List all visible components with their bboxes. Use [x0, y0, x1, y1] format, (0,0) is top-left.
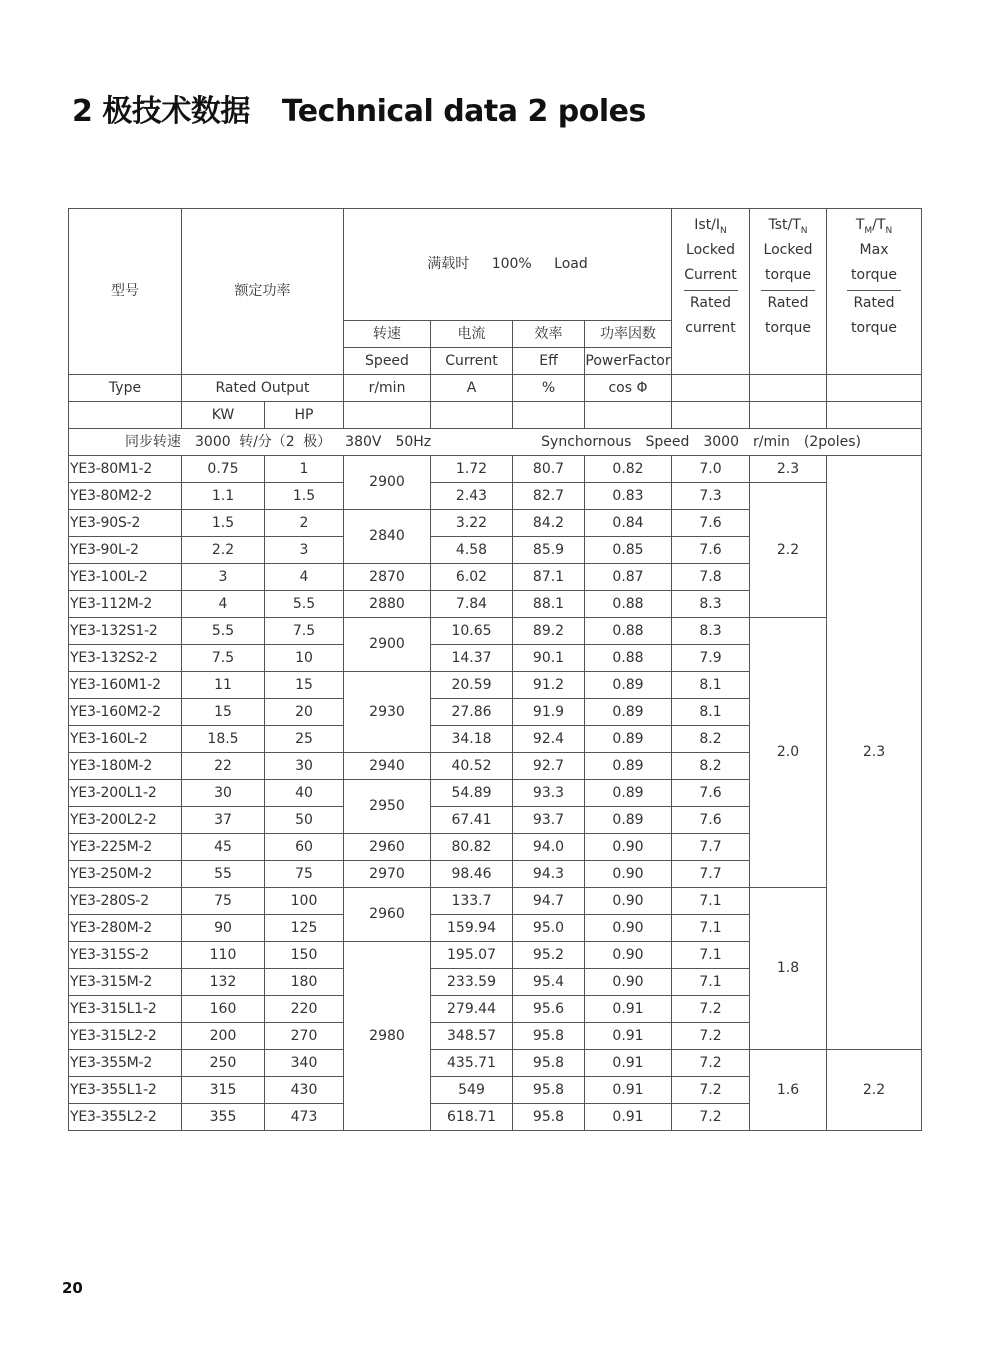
cell-speed: 2940 [344, 753, 431, 780]
cell-current: 67.41 [431, 807, 513, 834]
cell-hp: 30 [265, 753, 344, 780]
cell-type: YE3-280M-2 [69, 915, 182, 942]
cell-power-factor: 0.90 [585, 915, 672, 942]
cell-kw: 30 [182, 780, 265, 807]
cell-eff: 84.2 [513, 510, 585, 537]
cell-eff: 87.1 [513, 564, 585, 591]
cell-type: YE3-355M-2 [69, 1050, 182, 1077]
cell-locked-current: 7.7 [672, 861, 750, 888]
cell-eff: 94.7 [513, 888, 585, 915]
cell-type: YE3-355L2-2 [69, 1104, 182, 1131]
cell-eff: 95.2 [513, 942, 585, 969]
locked-torque-l2: torque [765, 267, 811, 283]
cell-power-factor: 0.88 [585, 591, 672, 618]
empty-cell [750, 402, 827, 429]
cell-speed: 2930 [344, 672, 431, 753]
max-torque-l4: torque [851, 320, 897, 336]
cell-locked-current: 7.2 [672, 996, 750, 1023]
cell-kw: 4 [182, 591, 265, 618]
cell-type: YE3-112M-2 [69, 591, 182, 618]
header-speed-unit: r/min [344, 375, 431, 402]
cell-kw: 22 [182, 753, 265, 780]
cell-kw: 11 [182, 672, 265, 699]
empty-cell [827, 402, 922, 429]
cell-hp: 1 [265, 456, 344, 483]
cell-locked-current: 7.9 [672, 645, 750, 672]
cell-type: YE3-90L-2 [69, 537, 182, 564]
cell-current: 34.18 [431, 726, 513, 753]
cell-power-factor: 0.85 [585, 537, 672, 564]
max-torque-l2: torque [851, 267, 897, 283]
cell-current: 2.43 [431, 483, 513, 510]
cell-type: YE3-160M2-2 [69, 699, 182, 726]
cell-eff: 94.3 [513, 861, 585, 888]
synchronous-speed-line: 同步转速 3000 转/分（2 极） 380V 50Hz Synchornous Speed 3000 r/min (2poles) [69, 429, 922, 456]
cell-kw: 110 [182, 942, 265, 969]
cell-current: 133.7 [431, 888, 513, 915]
cell-locked-torque: 2.2 [750, 483, 827, 618]
cell-locked-current: 8.1 [672, 672, 750, 699]
header-current-en: Current [431, 348, 513, 375]
cell-type: YE3-160L-2 [69, 726, 182, 753]
locked-torque-symbol: Tst/$T_N$ [768, 217, 808, 236]
cell-kw: 1.5 [182, 510, 265, 537]
cell-power-factor: 0.88 [585, 618, 672, 645]
cell-type: YE3-80M2-2 [69, 483, 182, 510]
cell-hp: 60 [265, 834, 344, 861]
cell-kw: 160 [182, 996, 265, 1023]
cell-hp: 25 [265, 726, 344, 753]
empty-cell [344, 402, 431, 429]
cell-power-factor: 0.83 [585, 483, 672, 510]
locked-current-l4: current [685, 320, 736, 336]
header-kw: KW [182, 402, 265, 429]
cell-locked-current: 7.1 [672, 969, 750, 996]
empty-cell [827, 375, 922, 402]
cell-kw: 75 [182, 888, 265, 915]
table-row [69, 456, 922, 483]
cell-locked-torque: 1.8 [750, 888, 827, 1050]
table-row [69, 618, 922, 645]
header-eff-en: Eff [513, 348, 585, 375]
cell-kw: 250 [182, 1050, 265, 1077]
empty-cell [431, 402, 513, 429]
empty-cell [750, 375, 827, 402]
cell-locked-current: 7.3 [672, 483, 750, 510]
locked-torque-l1: Locked [763, 242, 813, 258]
cell-type: YE3-355L1-2 [69, 1077, 182, 1104]
header-eff-zh: 效率 [513, 321, 585, 348]
cell-current: 80.82 [431, 834, 513, 861]
cell-kw: 45 [182, 834, 265, 861]
page-title-zh: 2 极技术数据 [72, 94, 250, 129]
cell-hp: 2 [265, 510, 344, 537]
cell-eff: 95.0 [513, 915, 585, 942]
cell-eff: 82.7 [513, 483, 585, 510]
cell-power-factor: 0.91 [585, 1077, 672, 1104]
cell-eff: 94.0 [513, 834, 585, 861]
cell-power-factor: 0.90 [585, 942, 672, 969]
cell-current: 14.37 [431, 645, 513, 672]
locked-current-l3: Rated [690, 295, 732, 311]
cell-kw: 90 [182, 915, 265, 942]
cell-kw: 3 [182, 564, 265, 591]
max-torque-l3: Rated [853, 295, 895, 311]
cell-power-factor: 0.82 [585, 456, 672, 483]
cell-current: 435.71 [431, 1050, 513, 1077]
cell-eff: 80.7 [513, 456, 585, 483]
cell-current: 159.94 [431, 915, 513, 942]
max-torque-symbol: $T_M/T_N$ [855, 217, 893, 236]
cell-type: YE3-315M-2 [69, 969, 182, 996]
cell-power-factor: 0.89 [585, 699, 672, 726]
cell-speed: 2960 [344, 888, 431, 942]
cell-locked-current: 7.1 [672, 942, 750, 969]
cell-current: 195.07 [431, 942, 513, 969]
cell-current: 618.71 [431, 1104, 513, 1131]
cell-locked-current: 7.2 [672, 1023, 750, 1050]
cell-hp: 40 [265, 780, 344, 807]
header-locked-current [672, 209, 750, 375]
cell-eff: 93.3 [513, 780, 585, 807]
cell-kw: 55 [182, 861, 265, 888]
cell-eff: 88.1 [513, 591, 585, 618]
cell-locked-current: 8.2 [672, 753, 750, 780]
cell-eff: 90.1 [513, 645, 585, 672]
cell-type: YE3-132S2-2 [69, 645, 182, 672]
technical-data-table [68, 208, 922, 1131]
locked-torque-l4: torque [765, 320, 811, 336]
header-pf-en: PowerFactor [585, 348, 672, 375]
cell-type: YE3-200L1-2 [69, 780, 182, 807]
cell-locked-current: 7.0 [672, 456, 750, 483]
cell-kw: 15 [182, 699, 265, 726]
cell-eff: 95.6 [513, 996, 585, 1023]
locked-current-l1: Locked [686, 242, 735, 258]
table-row [69, 888, 922, 915]
cell-hp: 10 [265, 645, 344, 672]
page-title [72, 86, 646, 130]
cell-locked-current: 8.3 [672, 591, 750, 618]
cell-locked-torque: 2.3 [750, 456, 827, 483]
cell-eff: 95.8 [513, 1077, 585, 1104]
cell-speed: 2970 [344, 861, 431, 888]
cell-kw: 200 [182, 1023, 265, 1050]
cell-hp: 473 [265, 1104, 344, 1131]
cell-speed: 2880 [344, 591, 431, 618]
cell-current: 27.86 [431, 699, 513, 726]
cell-eff: 91.2 [513, 672, 585, 699]
cell-current: 40.52 [431, 753, 513, 780]
cell-type: YE3-132S1-2 [69, 618, 182, 645]
cell-power-factor: 0.89 [585, 780, 672, 807]
cell-locked-current: 7.6 [672, 807, 750, 834]
cell-speed: 2950 [344, 780, 431, 834]
cell-hp: 50 [265, 807, 344, 834]
empty-cell [672, 402, 750, 429]
header-pf-unit: cos Φ [585, 375, 672, 402]
cell-type: YE3-250M-2 [69, 861, 182, 888]
page-number: 20 [62, 1279, 83, 1297]
cell-current: 348.57 [431, 1023, 513, 1050]
cell-eff: 89.2 [513, 618, 585, 645]
cell-speed: 2980 [344, 942, 431, 1131]
cell-type: YE3-100L-2 [69, 564, 182, 591]
cell-eff: 85.9 [513, 537, 585, 564]
empty-cell [672, 375, 750, 402]
cell-power-factor: 0.84 [585, 510, 672, 537]
cell-current: 549 [431, 1077, 513, 1104]
header-speed-zh: 转速 [344, 321, 431, 348]
cell-max-torque: 2.3 [827, 456, 922, 1050]
cell-eff: 95.8 [513, 1104, 585, 1131]
cell-kw: 355 [182, 1104, 265, 1131]
cell-power-factor: 0.90 [585, 969, 672, 996]
cell-locked-current: 7.2 [672, 1050, 750, 1077]
cell-current: 7.84 [431, 591, 513, 618]
cell-hp: 5.5 [265, 591, 344, 618]
cell-locked-current: 7.1 [672, 888, 750, 915]
cell-speed: 2900 [344, 618, 431, 672]
cell-kw: 0.75 [182, 456, 265, 483]
locked-torque-l3: Rated [767, 295, 809, 311]
cell-type: YE3-80M1-2 [69, 456, 182, 483]
cell-eff: 92.7 [513, 753, 585, 780]
cell-eff: 91.9 [513, 699, 585, 726]
cell-locked-torque: 2.0 [750, 618, 827, 888]
cell-hp: 20 [265, 699, 344, 726]
header-speed-en: Speed [344, 348, 431, 375]
header-eff-unit: % [513, 375, 585, 402]
cell-hp: 220 [265, 996, 344, 1023]
cell-kw: 37 [182, 807, 265, 834]
cell-power-factor: 0.90 [585, 888, 672, 915]
cell-speed: 2840 [344, 510, 431, 564]
cell-locked-current: 7.6 [672, 537, 750, 564]
header-max-torque [827, 209, 922, 375]
cell-type: YE3-225M-2 [69, 834, 182, 861]
cell-current: 3.22 [431, 510, 513, 537]
table-body [69, 209, 922, 1131]
cell-hp: 100 [265, 888, 344, 915]
cell-locked-current: 8.3 [672, 618, 750, 645]
table-row [69, 1050, 922, 1077]
cell-speed: 2960 [344, 834, 431, 861]
cell-kw: 315 [182, 1077, 265, 1104]
cell-hp: 4 [265, 564, 344, 591]
cell-eff: 92.4 [513, 726, 585, 753]
empty-cell [69, 402, 182, 429]
cell-current: 20.59 [431, 672, 513, 699]
cell-speed: 2900 [344, 456, 431, 510]
cell-eff: 95.8 [513, 1023, 585, 1050]
cell-kw: 132 [182, 969, 265, 996]
cell-current: 6.02 [431, 564, 513, 591]
cell-locked-current: 7.1 [672, 915, 750, 942]
cell-type: YE3-200L2-2 [69, 807, 182, 834]
cell-current: 98.46 [431, 861, 513, 888]
cell-type: YE3-180M-2 [69, 753, 182, 780]
cell-hp: 7.5 [265, 618, 344, 645]
header-current-zh: 电流 [431, 321, 513, 348]
header-type-en: Type [69, 375, 182, 402]
cell-hp: 180 [265, 969, 344, 996]
cell-kw: 18.5 [182, 726, 265, 753]
cell-hp: 1.5 [265, 483, 344, 510]
header-locked-torque [750, 209, 827, 375]
max-torque-l1: Max [859, 242, 889, 258]
cell-locked-current: 7.6 [672, 510, 750, 537]
cell-hp: 125 [265, 915, 344, 942]
cell-locked-current: 7.2 [672, 1104, 750, 1131]
header-current-unit: A [431, 375, 513, 402]
table-row [69, 483, 922, 510]
cell-power-factor: 0.89 [585, 753, 672, 780]
cell-hp: 430 [265, 1077, 344, 1104]
header-hp: HP [265, 402, 344, 429]
cell-current: 1.72 [431, 456, 513, 483]
cell-hp: 15 [265, 672, 344, 699]
cell-current: 10.65 [431, 618, 513, 645]
cell-power-factor: 0.91 [585, 1104, 672, 1131]
cell-power-factor: 0.91 [585, 1050, 672, 1077]
header-load: 满载时 100% Load [344, 209, 672, 321]
cell-max-torque: 2.2 [827, 1050, 922, 1131]
cell-speed: 2870 [344, 564, 431, 591]
cell-power-factor: 0.89 [585, 672, 672, 699]
cell-type: YE3-315L1-2 [69, 996, 182, 1023]
empty-cell [585, 402, 672, 429]
cell-locked-current: 7.8 [672, 564, 750, 591]
empty-cell [513, 402, 585, 429]
cell-current: 54.89 [431, 780, 513, 807]
cell-hp: 3 [265, 537, 344, 564]
cell-locked-torque: 1.6 [750, 1050, 827, 1131]
cell-hp: 150 [265, 942, 344, 969]
cell-power-factor: 0.91 [585, 1023, 672, 1050]
cell-locked-current: 7.7 [672, 834, 750, 861]
cell-power-factor: 0.89 [585, 726, 672, 753]
cell-type: YE3-160M1-2 [69, 672, 182, 699]
header-output-zh: 额定功率 [182, 209, 344, 375]
cell-hp: 270 [265, 1023, 344, 1050]
header-type-zh: 型号 [69, 209, 182, 375]
cell-locked-current: 7.2 [672, 1077, 750, 1104]
locked-current-symbol: Ist/$I_N$ [694, 217, 727, 236]
cell-hp: 75 [265, 861, 344, 888]
cell-type: YE3-90S-2 [69, 510, 182, 537]
cell-current: 233.59 [431, 969, 513, 996]
header-pf-zh: 功率因数 [585, 321, 672, 348]
cell-locked-current: 8.1 [672, 699, 750, 726]
locked-current-l2: Current [684, 267, 737, 283]
cell-type: YE3-280S-2 [69, 888, 182, 915]
cell-power-factor: 0.91 [585, 996, 672, 1023]
cell-locked-current: 8.2 [672, 726, 750, 753]
cell-current: 4.58 [431, 537, 513, 564]
cell-current: 279.44 [431, 996, 513, 1023]
cell-power-factor: 0.89 [585, 807, 672, 834]
page-title-en: Technical data 2 poles [281, 94, 646, 129]
cell-type: YE3-315L2-2 [69, 1023, 182, 1050]
cell-kw: 7.5 [182, 645, 265, 672]
cell-eff: 93.7 [513, 807, 585, 834]
cell-eff: 95.4 [513, 969, 585, 996]
cell-eff: 95.8 [513, 1050, 585, 1077]
cell-kw: 1.1 [182, 483, 265, 510]
cell-power-factor: 0.88 [585, 645, 672, 672]
cell-power-factor: 0.87 [585, 564, 672, 591]
header-output-en: Rated Output [182, 375, 344, 402]
cell-power-factor: 0.90 [585, 861, 672, 888]
cell-power-factor: 0.90 [585, 834, 672, 861]
cell-hp: 340 [265, 1050, 344, 1077]
cell-kw: 5.5 [182, 618, 265, 645]
cell-kw: 2.2 [182, 537, 265, 564]
cell-locked-current: 7.6 [672, 780, 750, 807]
cell-type: YE3-315S-2 [69, 942, 182, 969]
